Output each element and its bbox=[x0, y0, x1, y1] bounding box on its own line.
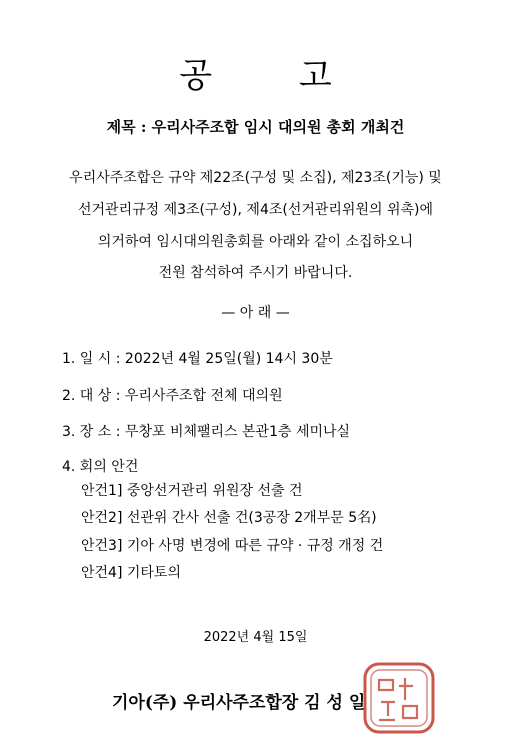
notice-subject: 제목 : 우리사주조합 임시 대의원 총회 개최건 bbox=[106, 118, 405, 136]
body-line: 우리사주조합은 규약 제22조(구성 및 소집), 제23조(기능) 및 bbox=[69, 170, 442, 186]
item-agenda: 4. 회의 안건 bbox=[62, 459, 139, 475]
section-heading: — 아 래 — bbox=[221, 305, 290, 321]
official-seal bbox=[361, 660, 437, 736]
body-line: 의거하여 임시대의원총회를 아래와 같이 소집하오니 bbox=[97, 234, 414, 250]
item-location: 3. 장 소 : 무창포 비체팰리스 본관1층 세미나실 bbox=[62, 424, 351, 440]
agenda-item: 안건3] 기아 사명 변경에 따른 규약 · 규정 개정 건 bbox=[81, 538, 384, 554]
notice-date: 2022년 4월 15일 bbox=[203, 630, 308, 645]
body-line: 전원 참석하여 주시기 바랍니다. bbox=[158, 265, 353, 281]
body-line: 선거관리규정 제3조(구성), 제4조(선거관리위원의 위촉)에 bbox=[78, 202, 433, 218]
item-target: 2. 대 상 : 우리사주조합 전체 대의원 bbox=[62, 388, 283, 404]
signer-name: 기아(주) 우리사주조합장 김 성 일 bbox=[112, 693, 366, 713]
agenda-item: 안건4] 기타토의 bbox=[81, 565, 181, 581]
agenda-item: 안건2] 선관위 간사 선출 건(3공장 2개부문 5名) bbox=[81, 510, 377, 526]
agenda-item: 안건1] 중앙선거관리 위원장 선출 건 bbox=[81, 483, 303, 499]
item-datetime: 1. 일 시 : 2022년 4월 25일(월) 14시 30분 bbox=[62, 351, 333, 367]
notice-title: 공 고 bbox=[179, 56, 370, 96]
